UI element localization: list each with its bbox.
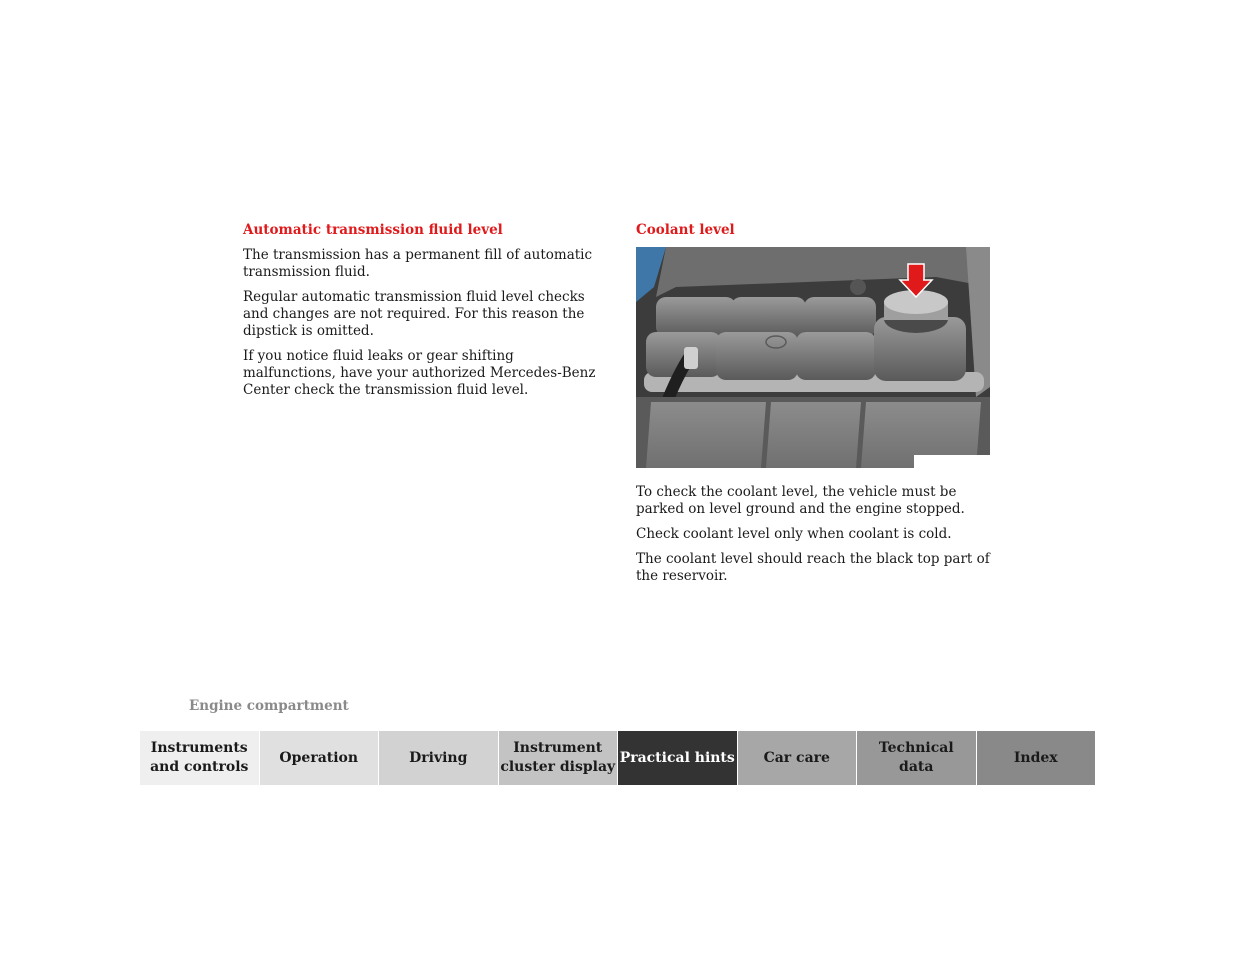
left-column <box>243 221 605 407</box>
section-footer-label: Engine compartment <box>189 698 349 714</box>
paragraph: Regular automatic transmission fluid level checks and changes are not required. For this reason the dipstick is omitted. <box>243 289 585 339</box>
tab-index[interactable]: Index <box>977 731 1096 785</box>
paragraph: The transmission has a permanent fill of automatic transmission fluid. <box>243 247 593 280</box>
paragraph: Check coolant level only when coolant is cold. <box>636 526 952 542</box>
chapter-tab-bar <box>140 731 1095 785</box>
tab-instrument-cluster-display[interactable]: Instrument cluster display <box>499 731 619 785</box>
tab-car-care[interactable]: Car care <box>738 731 858 785</box>
right-column <box>636 221 990 593</box>
section-heading: Coolant level <box>636 222 735 238</box>
tab-practical-hints[interactable]: Practical hints <box>618 731 738 785</box>
tab-driving[interactable]: Driving <box>379 731 499 785</box>
paragraph: If you notice fluid leaks or gear shifting malfunctions, have your authorized Mercedes-Benz Center check the transmission fluid level. <box>243 348 596 398</box>
paragraph: To check the coolant level, the vehicle must be parked on level ground and the engine stopped. <box>636 484 965 517</box>
tab-operation[interactable]: Operation <box>260 731 380 785</box>
coolant-reservoir-illustration <box>636 247 990 468</box>
paragraph: The coolant level should reach the black top part of the reservoir. <box>636 551 990 584</box>
section-heading: Automatic transmission fluid level <box>243 222 503 238</box>
tab-instruments-and-controls[interactable]: Instruments and controls <box>140 731 260 785</box>
tab-technical-data[interactable]: Technical data <box>857 731 977 785</box>
